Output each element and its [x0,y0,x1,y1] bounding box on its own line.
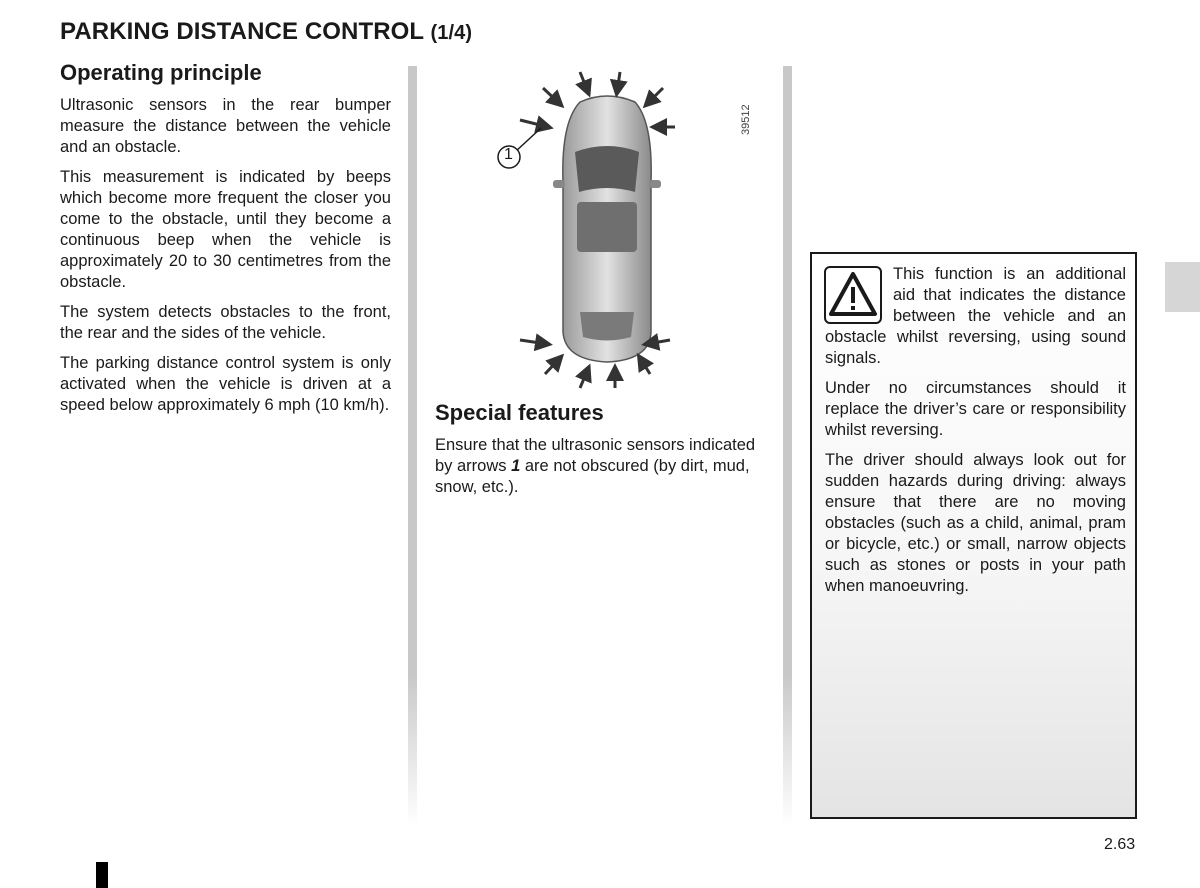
mirror-right [649,180,661,188]
page-title [60,18,472,46]
windscreen [575,146,639,192]
operating-paragraph-2: This measurement is indicated by beeps which become more frequent the closer you come to the obstacle, until they become a continuous beep when the vehicle is approximately 20 to 30 centimetres from the obstacle. [60,168,391,291]
crop-mark [96,862,108,888]
column-divider-right [783,66,792,826]
special-features-heading: Special features [435,400,604,425]
callout-leader [515,128,541,152]
roof-glass [577,202,637,252]
vehicle-top-view-svg [485,62,760,397]
special-emphasis: 1 [511,457,521,475]
special-text-after: are not obscured (by dirt, mud, snow, etc.). [435,457,750,496]
callout-number: 1 [504,146,513,163]
operating-principle-section [60,60,391,425]
special-features-section [435,400,766,507]
page-number: 2.63 [1104,836,1136,853]
column-divider-left [408,66,417,826]
icon-spacer [825,264,893,326]
figure-number: 39512 [740,104,752,135]
operating-paragraph-1: Ultrasonic sensors in the rear bumper measure the distance between the vehicle and an obstacle. [60,96,391,156]
mirror-left [553,180,565,188]
warning-paragraph-3: The driver should always look out for sudden hazards during driving: always ensure that there are no moving obstacles (such as a child, animal, pram or bicycle, etc.) or small, narrow objects such as stones or posts in your path when manoeuvring. [825,451,1126,595]
page-title-text: PARKING DISTANCE CONTROL [60,18,424,45]
special-features-paragraph [435,435,766,498]
special-text-before: Ensure that the ultrasonic sensors indicated by arrows [435,436,756,475]
page-part: (1/4) [430,22,473,44]
warning-paragraph-1: This function is an additional aid that indicates the distance between the vehicle and an obstacle whilst reversing, using sound signals. [825,265,1126,367]
operating-principle-heading: Operating principle [60,60,262,85]
warning-box [810,252,1137,819]
section-tab [1165,262,1200,312]
operating-paragraph-4: The parking distance control system is only activated when the vehicle is driven at a speed below approximately 6 mph (10 km/h). [60,354,391,414]
rear-window [580,312,634,341]
warning-paragraph-2: Under no circumstances should it replace the driver’s care or responsibility whilst reversing. [825,379,1126,439]
vehicle-sensor-illustration [485,62,760,397]
operating-paragraph-3: The system detects obstacles to the front, the rear and the sides of the vehicle. [60,303,391,342]
warning-text [825,264,1126,606]
